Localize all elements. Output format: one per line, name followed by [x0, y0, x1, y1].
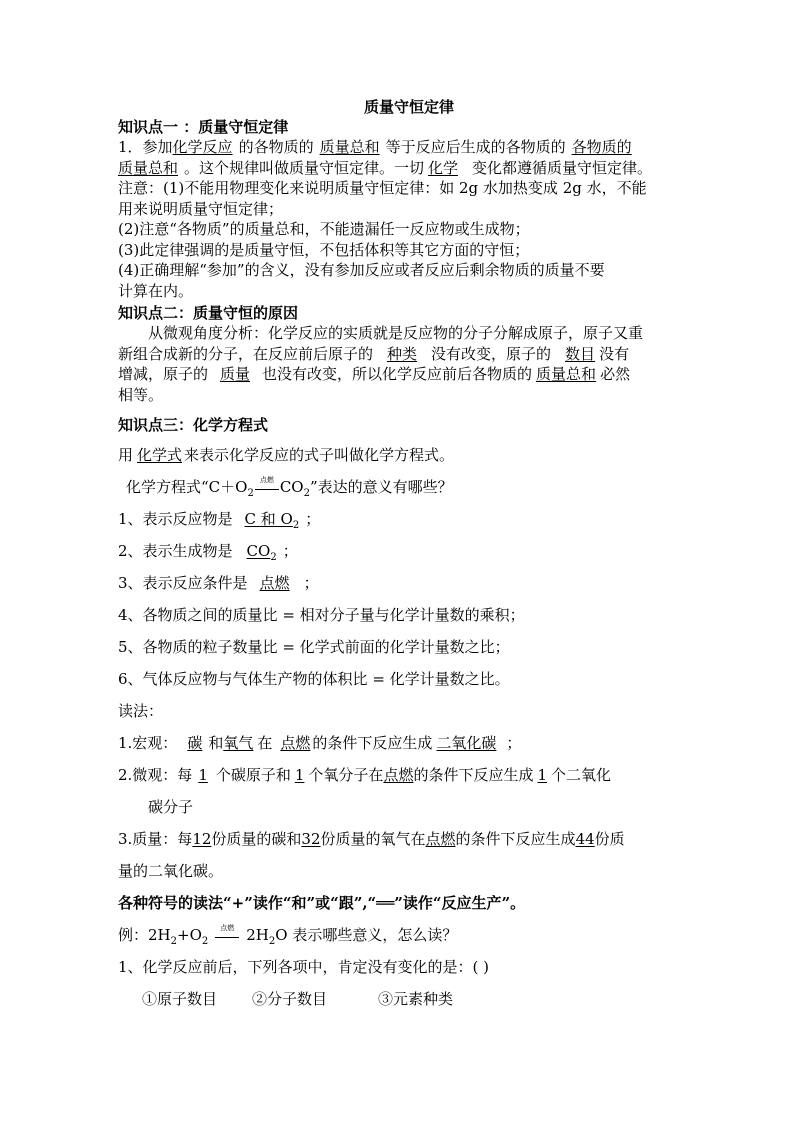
meaning-3: 3、表示反应条件是 点燃 ；	[118, 574, 319, 592]
blank-condition: 点燃	[259, 574, 290, 592]
example-reaction-arrow: 点燃	[214, 930, 240, 942]
blank-mass: 质量	[220, 365, 251, 383]
note3: (3)此定律强调的是质量守恒，不包括体积等其它方面的守恒；	[118, 240, 530, 259]
meaning-5: 5、各物质的粒子数量比 = 化学式前面的化学计量数之比；	[118, 638, 510, 656]
blank-chemical-reaction: 化学反应	[172, 138, 233, 156]
meaning-1: 1、表示反应物是 C 和 $O_2$ ；	[118, 510, 321, 531]
section1-heading: 知识点一 ：质量守恒定律	[118, 118, 289, 136]
blank-oxygen: 氧气	[223, 734, 254, 752]
section2-heading: 知识点二：质量守恒的原因	[118, 304, 299, 322]
note1-line1: 注意：(1)不能用物理变化来说明质量守恒定律：如 2g 水加热变成 2g 水，不能	[118, 179, 647, 197]
page-title: 质量守恒定律	[363, 98, 454, 116]
section3-heading: 知识点三：化学方程式	[118, 416, 269, 434]
blank-mass-sum-2: 质量总和	[118, 158, 179, 177]
note4-line1: (4)正确理解“参加”的含义，没有参加反应或者反应后剩余物质的质量不要	[118, 261, 605, 279]
blank-32: 32	[301, 830, 321, 848]
reading-micro-line1: 2.微观：每 1 个碳原子和 1 个氧分子在点燃的条件下反应生成 1 个二氧化	[118, 766, 612, 784]
blank-mass-sum: 质量总和	[319, 138, 380, 156]
section2-line2: 新组合成新的分子，在反应前后原子的 种类 没有改变，原子的 数目 没有	[118, 344, 630, 363]
reading-micro-line2: 碳分子	[148, 798, 194, 816]
document-page	[118, 96, 688, 1015]
blank-co2: 二氧化碳	[436, 734, 497, 752]
note2: (2)注意“各物质”的质量总和，不能遗漏任一反应物或生成物；	[118, 220, 530, 238]
meaning-4: 4、各物质之间的质量比 = 相对分子量与化学计量数的乘积；	[118, 606, 525, 624]
equation-definition: 用 化学式 来表示化学反应的式子叫做化学方程式。	[118, 446, 455, 464]
equation-question: 化学方程式“$C+O_2$ 点燃 $CO_2$”表达的意义有哪些？	[126, 476, 453, 499]
blank-each-substance: 各物质的	[571, 138, 632, 156]
reaction-arrow: 点燃	[254, 482, 280, 494]
blank-chemistry: 化学	[428, 158, 459, 177]
section2-line4: 相等。	[118, 385, 164, 404]
section2-line1: 从微观角度分析：化学反应的实质就是反应物的分子分解成原子，原子又重	[148, 324, 644, 342]
blank-number: 数目	[565, 344, 596, 363]
blank-ignite-2: 点燃	[383, 766, 414, 784]
option-molecule-number: ②分子数目	[252, 990, 328, 1008]
meaning-2: 2、表示生成物是 $CO_2$ ；	[118, 542, 298, 563]
option-element-kind: ③元素种类	[378, 990, 454, 1008]
section1-line2: 质量总和 。这个规律叫做质量守恒定律。一切 化学 变化都遵循质量守恒定律。	[118, 158, 653, 177]
blank-one-3: 1	[537, 766, 548, 784]
section2-line3: 增减，原子的 质量 也没有改变，所以化学反应前后各物质的 质量总和 必然	[118, 365, 631, 383]
note1-line2: 用来说明质量守恒定律；	[118, 199, 284, 218]
example-line: 例：$2H_2+O_2$ 点燃 $2H_2O$ 表示哪些意义，怎么读？	[118, 924, 458, 947]
blank-ignite-1: 点燃	[280, 734, 311, 752]
blank-44: 44	[575, 830, 595, 848]
blank-one-2: 1	[294, 766, 305, 784]
blank-12: 12	[192, 830, 212, 848]
meaning-6: 6、气体反应物与气体生产物的体积比 = 化学计量数之比。	[118, 670, 510, 688]
blank-ignite-3: 点燃	[425, 830, 456, 848]
reading-label: 读法：	[118, 702, 164, 720]
option-atom-number: ①原子数目	[142, 990, 218, 1008]
blank-formula: 化学式	[137, 446, 183, 464]
blank-kind: 种类	[387, 344, 418, 363]
reading-mass-line1: 3.质量：每12份质量的碳和32份质量的氧气在点燃的条件下反应生成44份质	[118, 830, 625, 848]
blank-one-1: 1	[198, 766, 208, 784]
reading-mass-line2: 量的二氧化碳。	[118, 862, 224, 880]
blank-carbon: 碳	[187, 734, 203, 752]
note4-line2: 计算在内。	[118, 281, 194, 300]
question-1-options	[118, 983, 688, 1015]
blank-product: $CO_2$	[246, 542, 277, 563]
symbols-heading: 各种符号的读法“+”读作“和”或“跟”,“══”读作“反应生产”。	[118, 894, 526, 912]
reading-macro: 1.宏观： 碳 和氧气 在 点燃 的条件下反应生成 二氧化碳 ；	[118, 734, 522, 752]
section1-line1: 1．参加化学反应 的各物质的 质量总和 等于反应后生成的各物质的 各物质的	[118, 138, 632, 156]
blank-reactants: C 和 $O_2$	[244, 510, 300, 531]
blank-mass-sum-3: 质量总和	[536, 365, 597, 383]
question-1: 1、化学反应前后，下列各项中，肯定没有变化的是：( )	[118, 958, 490, 976]
